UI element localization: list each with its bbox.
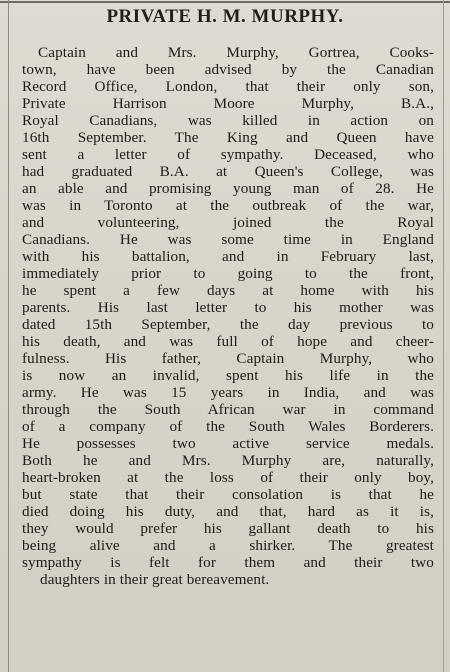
article-line: Private Harrison Moore Murphy, B.A., <box>22 95 434 112</box>
article-line: was in Toronto at the outbreak of the war, <box>22 197 434 214</box>
article-line: Both he and Mrs. Murphy are, naturally, <box>22 452 434 469</box>
article-line: fulness. His father, Captain Murphy, who <box>22 350 434 367</box>
article-line: sympathy is felt for them and their two <box>22 554 434 571</box>
article-line: with his battalion, and in February last, <box>22 248 434 265</box>
article-line: 16th September. The King and Queen have <box>22 129 434 146</box>
article-line: but state that their consolation is that he <box>22 486 434 503</box>
article-line: an able and promising young man of 28. He <box>22 180 434 197</box>
article-line: of a company of the South Wales Borderers. <box>22 418 434 435</box>
article-line: his death, and was full of hope and cheer- <box>22 333 434 350</box>
article-line: Royal Canadians, was killed in action on <box>22 112 434 129</box>
top-column-rule <box>0 1 450 3</box>
article-headline: PRIVATE H. M. MURPHY. <box>106 6 344 27</box>
article-line: army. He was 15 years in India, and was <box>22 384 434 401</box>
article-line: they would prefer his gallant death to his <box>22 520 434 537</box>
article-line: died doing his duty, and that, hard as it is, <box>22 503 434 520</box>
article-line: through the South African war in command <box>22 401 434 418</box>
article-body <box>22 44 434 588</box>
article-line: Canadians. He was some time in England <box>22 231 434 248</box>
article-line: parents. His last letter to his mother was <box>22 299 434 316</box>
left-column-rule <box>8 0 9 672</box>
article-line: Record Office, London, that their only son, <box>22 78 434 95</box>
article-line: and volunteering, joined the Royal <box>22 214 434 231</box>
right-column-rule <box>443 0 444 672</box>
article-line: immediately prior to going to the front, <box>22 265 434 282</box>
article-line: dated 15th September, the day previous to <box>22 316 434 333</box>
article-line: is now an invalid, spent his life in the <box>22 367 434 384</box>
article-line: sent a letter of sympathy. Deceased, who <box>22 146 434 163</box>
article-line: daughters in their great bereavement. <box>40 571 270 588</box>
article-line: he spent a few days at home with his <box>22 282 434 299</box>
article-line: Captain and Mrs. Murphy, Gortrea, Cooks- <box>38 44 434 61</box>
article-line: being alive and a shirker. The greatest <box>22 537 434 554</box>
article-line: town, have been advised by the Canadian <box>22 61 434 78</box>
article-line: He possesses two active service medals. <box>22 435 434 452</box>
article-line: had graduated B.A. at Queen's College, was <box>22 163 434 180</box>
article-line: heart-broken at the loss of their only boy, <box>22 469 434 486</box>
